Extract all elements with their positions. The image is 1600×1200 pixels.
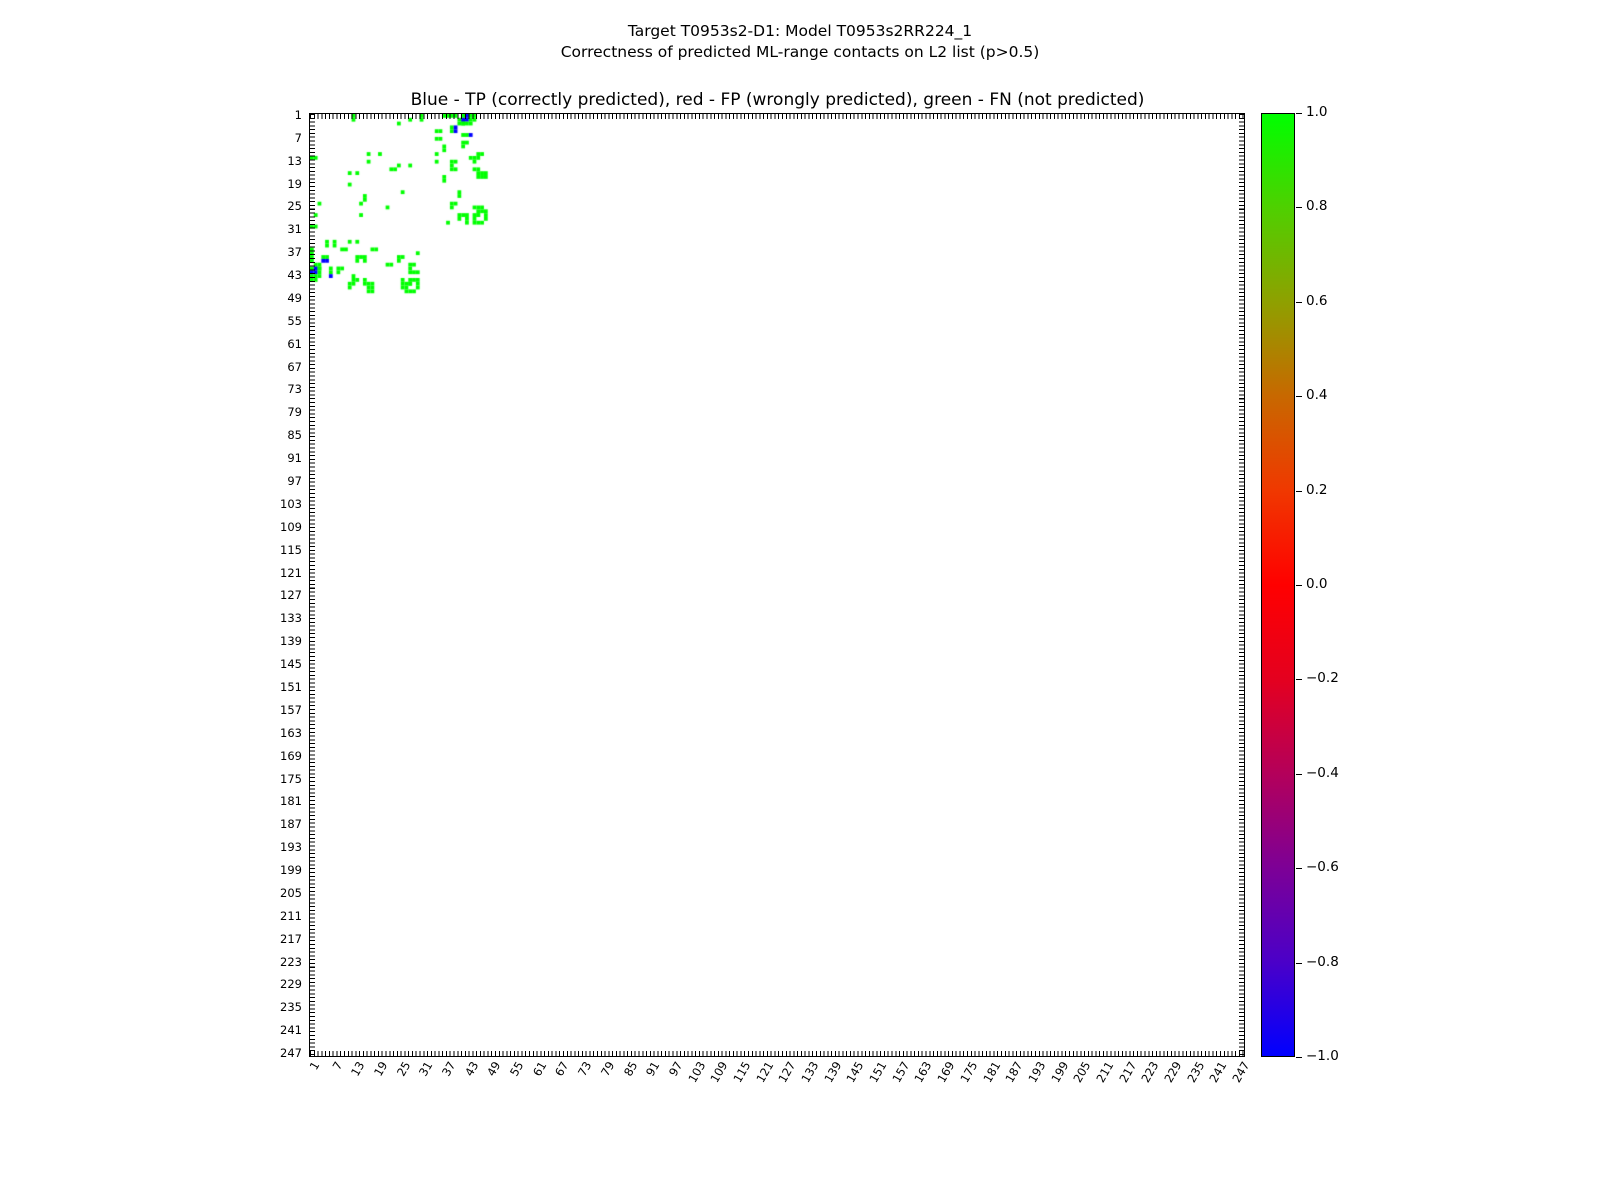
- x-tick-label: 85: [620, 1059, 640, 1079]
- colorbar-tick: [1296, 396, 1302, 397]
- x-tick-label: 55: [507, 1059, 527, 1079]
- x-tick-label: 229: [1161, 1059, 1185, 1086]
- y-tick-label: 37: [287, 245, 302, 260]
- colorbar-tick: [1296, 774, 1302, 775]
- y-tick-label: 25: [287, 199, 302, 214]
- y-tick-label: 49: [287, 290, 302, 305]
- x-tick-label: 145: [843, 1059, 867, 1086]
- x-tick-label: 223: [1138, 1059, 1162, 1086]
- x-tick-label: 235: [1184, 1059, 1208, 1086]
- colorbar-tick: [1296, 963, 1302, 964]
- y-tick-label: 121: [280, 565, 302, 580]
- x-tick-label: 133: [798, 1059, 822, 1086]
- y-axis-ticks-left: [310, 114, 315, 1056]
- x-tick-label: 217: [1115, 1059, 1140, 1086]
- colorbar-tick-label: −0.6: [1306, 859, 1339, 876]
- colorbar-tick-label: 0.2: [1306, 481, 1328, 498]
- x-tick-label: 1: [306, 1059, 323, 1073]
- y-tick-label: 163: [280, 725, 302, 740]
- x-tick-label: 163: [911, 1059, 935, 1086]
- colorbar-tick-label: −1.0: [1306, 1048, 1339, 1064]
- y-tick-label: 241: [280, 1023, 302, 1038]
- x-tick-label: 79: [597, 1059, 618, 1079]
- axes-title: Blue - TP (correctly predicted), red - FP (wrongly predicted), green - FN (not predicted): [410, 90, 1145, 110]
- y-tick-label: 103: [280, 496, 302, 511]
- x-tick-label: 211: [1093, 1059, 1117, 1086]
- contact-map-plot: [309, 113, 1245, 1057]
- y-axis-ticks-right: [1239, 114, 1244, 1056]
- y-tick-label: 13: [287, 153, 302, 168]
- x-tick-label: 61: [529, 1059, 550, 1079]
- x-tick-label: 73: [575, 1059, 595, 1079]
- colorbar-tick: [1296, 868, 1302, 869]
- colorbar-tick: [1296, 679, 1302, 680]
- y-tick-label: 139: [280, 634, 302, 649]
- y-tick-label: 229: [280, 977, 302, 992]
- y-tick-label: 91: [287, 451, 302, 466]
- y-tick-label: 247: [280, 1046, 302, 1061]
- x-tick-label: 127: [775, 1059, 799, 1086]
- y-tick-label: 187: [280, 817, 302, 832]
- y-tick-label: 7: [294, 130, 302, 145]
- y-tick-label: 145: [280, 657, 302, 672]
- y-tick-label: 67: [287, 359, 302, 374]
- y-tick-label: 43: [287, 268, 302, 283]
- y-tick-label: 157: [280, 702, 302, 717]
- x-tick-label: 241: [1206, 1059, 1230, 1086]
- contact-map-canvas: [310, 114, 1244, 1056]
- x-tick-label: 139: [821, 1059, 845, 1086]
- x-tick-label: 31: [416, 1059, 436, 1079]
- colorbar-tick: [1296, 491, 1302, 492]
- y-tick-label: 235: [280, 1000, 302, 1015]
- x-tick-label: 67: [552, 1059, 572, 1079]
- x-tick-label: 151: [866, 1059, 890, 1086]
- y-tick-label: 85: [287, 428, 302, 443]
- x-axis-ticks-bottom: [310, 1051, 1244, 1056]
- x-tick-label: 115: [730, 1059, 754, 1086]
- colorbar-tick-label: −0.4: [1306, 764, 1339, 781]
- colorbar-tick-label: 0.4: [1306, 387, 1328, 404]
- x-tick-label: 37: [438, 1059, 459, 1079]
- x-tick-label: 19: [370, 1059, 391, 1079]
- y-tick-label: 223: [280, 954, 302, 969]
- x-tick-label: 205: [1070, 1059, 1094, 1086]
- x-tick-label: 109: [707, 1059, 731, 1086]
- x-tick-label: 199: [1047, 1059, 1071, 1086]
- x-tick-label: 7: [329, 1059, 345, 1073]
- x-tick-label: 175: [957, 1059, 981, 1086]
- y-tick-label: 193: [280, 840, 302, 855]
- colorbar-tick-label: −0.2: [1306, 670, 1339, 687]
- colorbar-tick-label: 0.8: [1306, 198, 1328, 215]
- y-tick-label: 181: [280, 794, 302, 809]
- y-tick-label: 169: [280, 748, 302, 763]
- y-tick-label: 127: [280, 588, 302, 603]
- colorbar-tick: [1296, 1057, 1302, 1058]
- figure-suptitle-line1: Target T0953s2-D1: Model T0953s2RR224_1: [627, 22, 973, 40]
- y-tick-label: 97: [287, 474, 302, 489]
- y-tick-label: 55: [287, 313, 302, 328]
- x-tick-label: 103: [684, 1059, 708, 1086]
- x-tick-label: 247: [1229, 1059, 1253, 1086]
- x-tick-label: 169: [934, 1059, 958, 1086]
- y-tick-label: 211: [280, 908, 302, 923]
- y-tick-label: 199: [280, 863, 302, 878]
- y-tick-label: 175: [280, 771, 302, 786]
- x-tick-label: 49: [484, 1059, 504, 1079]
- figure-suptitle-line2: Correctness of predicted ML-range contacts on L2 list (p>0.5): [560, 43, 1040, 61]
- y-tick-label: 79: [287, 405, 302, 420]
- colorbar-tick-label: 1.0: [1306, 104, 1328, 120]
- colorbar-tick-label: 0.0: [1306, 576, 1328, 592]
- x-tick-label: 121: [752, 1059, 777, 1086]
- x-tick-label: 43: [461, 1059, 482, 1079]
- x-tick-label: 157: [889, 1059, 913, 1086]
- x-tick-label: 13: [348, 1059, 368, 1079]
- colorbar-tick: [1296, 207, 1302, 208]
- colorbar-tick-label: 0.6: [1306, 292, 1328, 309]
- y-tick-label: 109: [280, 519, 302, 534]
- colorbar-tick: [1296, 113, 1302, 114]
- y-tick-label: 133: [280, 611, 302, 626]
- y-tick-label: 31: [287, 222, 302, 237]
- y-tick-label: 1: [294, 107, 302, 122]
- y-tick-label: 217: [280, 931, 302, 946]
- colorbar-tick: [1296, 585, 1302, 586]
- colorbar-tick-label: −0.8: [1306, 953, 1339, 970]
- x-tick-label: 181: [979, 1059, 1003, 1086]
- x-tick-label: 91: [643, 1059, 663, 1079]
- x-axis-ticks-top: [310, 114, 1244, 119]
- x-tick-label: 97: [665, 1059, 686, 1079]
- y-tick-label: 151: [280, 679, 302, 694]
- y-tick-label: 73: [287, 382, 302, 397]
- x-tick-label: 187: [1002, 1059, 1026, 1086]
- colorbar-tick: [1296, 302, 1302, 303]
- x-tick-label: 193: [1025, 1059, 1049, 1086]
- colorbar: [1261, 113, 1295, 1057]
- y-tick-label: 115: [280, 542, 302, 557]
- y-tick-label: 19: [287, 176, 302, 191]
- x-tick-label: 25: [393, 1059, 414, 1079]
- y-tick-label: 205: [280, 885, 302, 900]
- y-tick-label: 61: [287, 336, 302, 351]
